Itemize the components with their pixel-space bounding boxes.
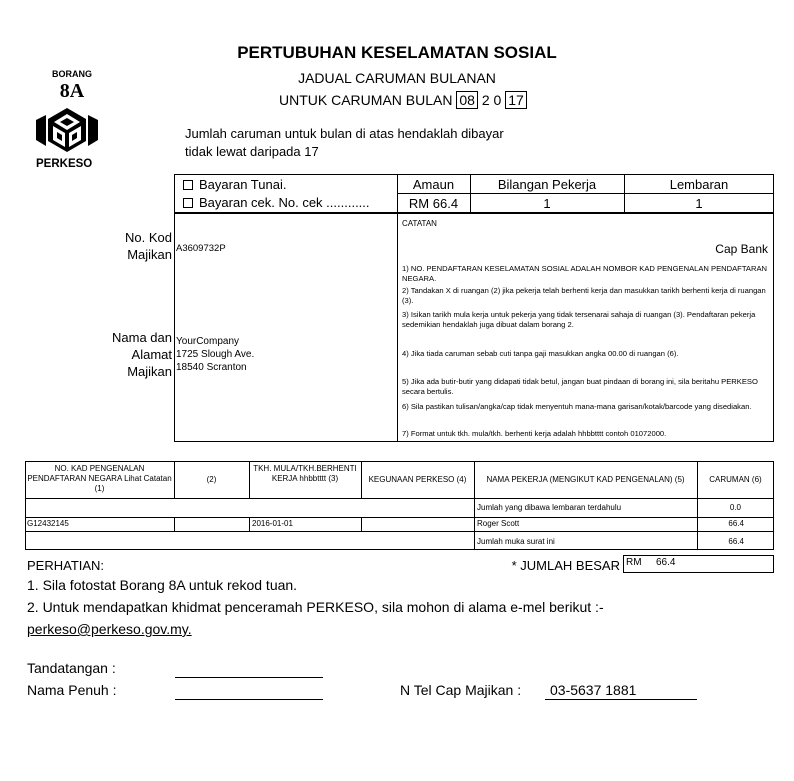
sheets-value: 1 [695, 196, 703, 211]
schedule-title: JADUAL CARUMAN BULANAN [298, 70, 496, 86]
col-header-name: NAMA PEKERJA (MENGIKUT KAD PENGENALAN) (5) [486, 475, 685, 484]
fullname-label: Nama Penuh : [27, 682, 117, 698]
employer-address: YourCompany 1725 Slough Ave. 18540 Scranton [176, 336, 255, 373]
row-name: Roger Scott [477, 519, 520, 528]
due-note-line2: tidak lewat daripada 17 [185, 144, 319, 159]
note-1: 1) NO. PENDAFTARAN KESELAMATAN SOSIAL ADALAH NOMBOR KAD PENGENALAN PENDAFTARAN NEGARA. [402, 264, 767, 283]
note-4: 4) Jika tiada caruman sebab cuti tanpa gaji masukkan angka 00.00 di ruangan (6). [402, 349, 679, 358]
note-5: 5) Jika ada butir-butir yang didapati tidak betul, jangan buat pindaan di borang ini, sila beritahu PERKESO secara bertulis. [402, 377, 758, 396]
col-header-perkeso: KEGUNAAN PERKESO (4) [368, 475, 467, 484]
table-row [0, 519, 794, 531]
form-title: PERTUBUHAN KESELAMATAN SOSIAL [237, 43, 557, 62]
grand-total-label: * JUMLAH BESAR [511, 558, 620, 573]
note-3: 3) Isikan tarikh mula kerja untuk pekerja yang tidak tersenarai sahaja di ruangan (3). Pendaftaran pekerja sedemikian hendaklah juga dibuat dalam borang 2. [402, 310, 756, 329]
attention-label: PERHATIAN: [27, 558, 105, 573]
notes-title: CATATAN [402, 219, 437, 228]
borang-label: BORANG [52, 69, 92, 79]
col-header-ic: NO. KAD PENGENALAN PENDAFTARAN NEGARA Lihat Catatan (1) [27, 464, 172, 493]
col-header-2: (2) [206, 475, 217, 484]
employer-code-value: A3609732P [176, 243, 226, 254]
carried-value: 0.0 [729, 503, 741, 512]
workers-value: 1 [543, 196, 551, 211]
note-6: 6) Sila pastikan tulisan/angka/cap tidak menyentuh mana-mana garisan/kotak/barcode yang disediakan. [402, 402, 752, 411]
workers-header: Bilangan Pekerja [497, 177, 597, 192]
employer-code-label: No. Kod Majikan [125, 230, 172, 262]
email-link[interactable]: perkeso@perkeso.gov.my. [27, 621, 192, 637]
phone-value: 03-5637 1881 [550, 682, 637, 698]
amount-header: Amaun [412, 177, 455, 192]
cash-option[interactable] [183, 177, 286, 192]
page-total-label: Jumlah muka surat ini [477, 537, 555, 546]
form-number: 8A [59, 80, 85, 102]
due-note-line1: Jumlah caruman untuk bulan di atas hendaklah dibayar [185, 126, 504, 141]
col-header-amount: CARUMAN (6) [709, 475, 762, 484]
bank-stamp-label: Cap Bank [715, 242, 768, 256]
phone-label: N Tel Cap Majikan : [400, 682, 522, 698]
fullname-line[interactable] [175, 699, 323, 700]
footer-note-1: 1. Sila fotostat Borang 8A untuk rekod tuan. [27, 577, 298, 593]
phone-line [545, 699, 697, 700]
perkeso-logo-icon [34, 106, 100, 158]
row-amount: 66.4 [728, 519, 744, 528]
cheque-option[interactable] [183, 195, 370, 210]
row-date: 2016-01-01 [252, 519, 293, 528]
contribution-period [279, 91, 527, 109]
period-year-mid: 2 0 [481, 92, 502, 108]
perkeso-name: PERKESO [36, 158, 93, 170]
grand-total-box [623, 555, 774, 573]
cash-checkbox[interactable] [183, 180, 193, 190]
period-month: 08 [456, 91, 478, 109]
footer-note-2: 2. Untuk mendapatkan khidmat penceramah PERKESO, sila mohon di alama e-mel berikut :- [27, 599, 604, 615]
signature-line[interactable] [175, 677, 323, 678]
signature-label: Tandatangan : [27, 660, 116, 676]
note-2: 2) Tandakan X di ruangan (2) jika pekerja telah berhenti kerja dan masukkan tarikh berhenti kerja di ruangan (3). [402, 286, 766, 305]
page-total-value: 66.4 [728, 537, 744, 546]
carried-label: Jumlah yang dibawa lembaran terdahulu [477, 503, 622, 512]
note-7: 7) Format untuk tkh. mula/tkh. berhenti kerja adalah hhbbtttt contoh 01072000. [402, 429, 667, 438]
cash-label: Bayaran Tunai. [199, 177, 287, 192]
col-header-date: TKH. MULA/TKH.BERHENTI KERJA hhbbtttt (3) [253, 464, 357, 483]
cheque-label: Bayaran cek. No. cek ............ [199, 195, 370, 210]
period-year-end: 17 [505, 91, 527, 109]
period-label: UNTUK CARUMAN BULAN [279, 92, 453, 108]
sheets-header: Lembaran [669, 177, 729, 192]
amount-value: RM 66.4 [408, 196, 459, 211]
row-ic: G12432145 [27, 519, 69, 528]
grand-total-value: 66.4 [656, 557, 676, 568]
employer-name-label: Nama dan Alamat Majikan [112, 330, 172, 379]
grand-total-currency: RM [626, 557, 642, 568]
cheque-checkbox[interactable] [183, 198, 193, 208]
